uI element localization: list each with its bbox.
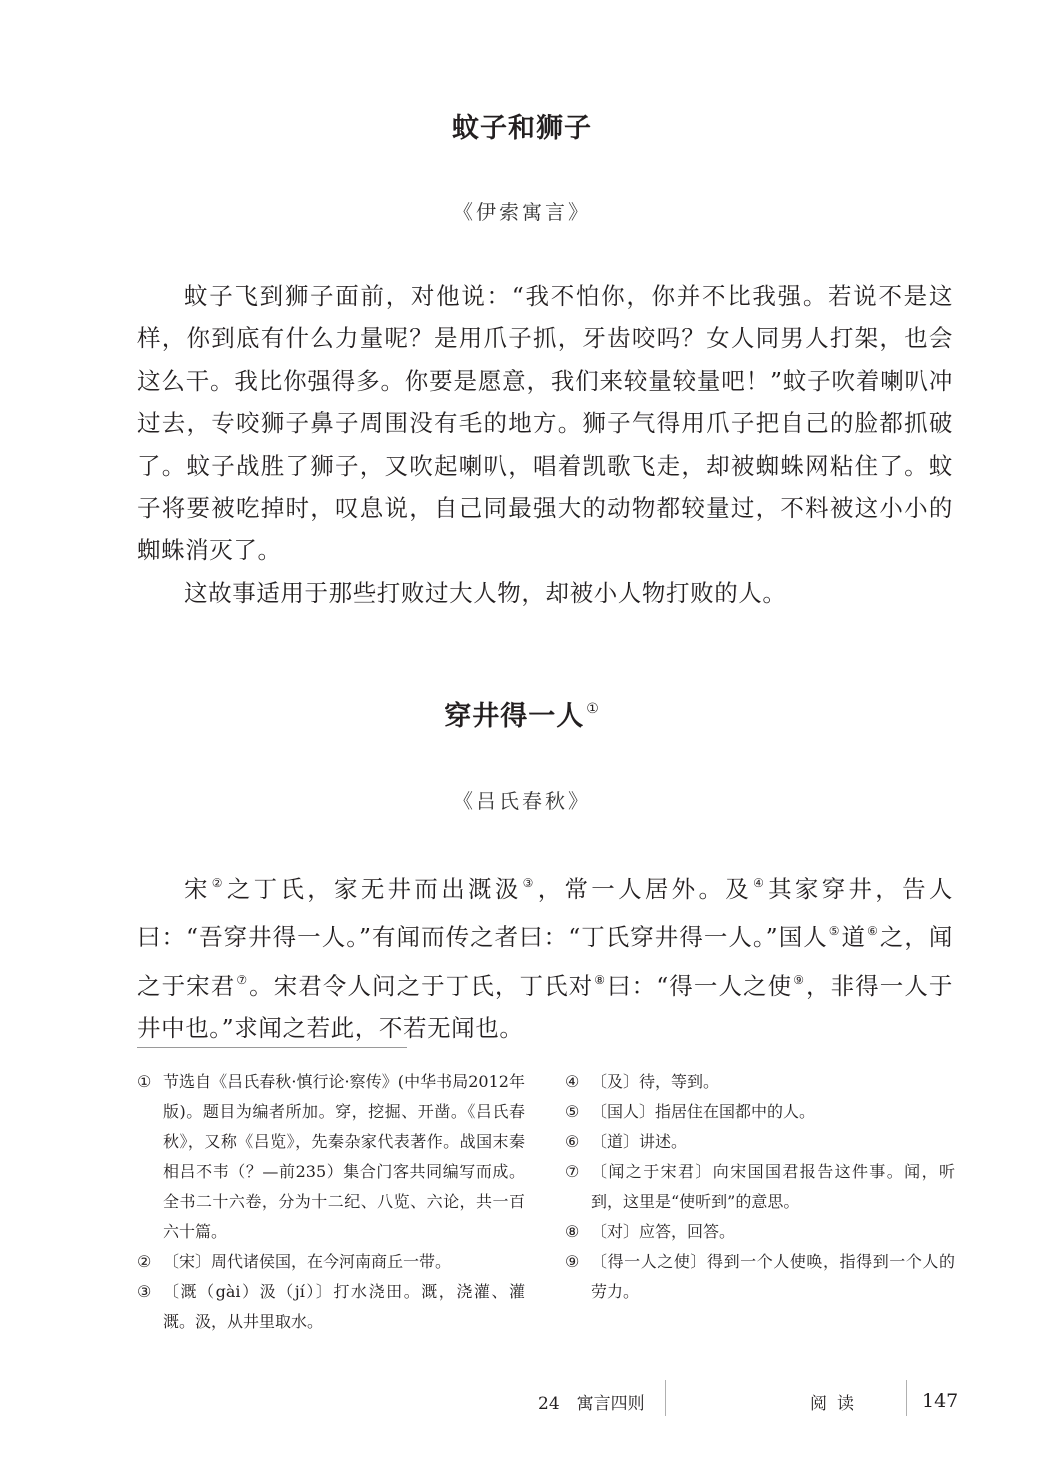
footnote: [565, 1217, 955, 1247]
page-number: 147: [922, 1390, 959, 1412]
footnote: [565, 1067, 955, 1097]
footnote-number: ⑨: [565, 1252, 580, 1271]
footnotes-right-column: [565, 1067, 955, 1307]
footnote-text: 〔及〕待，等到。: [591, 1072, 720, 1091]
footnote-number: ①: [137, 1072, 152, 1091]
story2-text-segment: 道: [841, 923, 867, 952]
footnotes-left-column: [137, 1067, 525, 1337]
story2-text-segment: ，常一人居外。及: [537, 875, 753, 903]
footnote-text: 〔国人〕指居住在国都中的人。: [591, 1102, 816, 1121]
footnote: [565, 1127, 955, 1157]
story2-source: 《吕氏春秋》: [453, 789, 591, 813]
footnote-text: 节选自《吕氏春秋·慎行论·察传》(中华书局2012年版)。题目为编者所加。穿，挖掘、开凿。《吕氏春秋》，又称《吕览》，先秦杂家代表著作。战国末秦相吕不韦（？—前235）集合门客共同编写而成。全书二十六卷，分为十二纪、八览、六论，共一百六十篇。: [163, 1072, 525, 1241]
story2-body: [137, 862, 953, 1050]
footer-lesson: 24 寓言四则: [538, 1393, 645, 1414]
story2-text-segment: 曰：“得一人之使: [607, 971, 793, 1000]
footnote: [137, 1277, 525, 1337]
footnote-number: ⑤: [565, 1102, 580, 1121]
story1-paragraph: 蚊子飞到狮子面前，对他说：“我不怕你，你并不比我强。若说不是这样，你到底有什么力量呢？是用爪子抓，牙齿咬吗？女人同男人打架，也会这么干。我比你强得多。你要是愿意，我们来较量较量吧！”蚊子吹着喇叭冲过去，专咬狮子鼻子周围没有毛的地方。狮子气得用爪子把自己的脸都抓破了。蚊子战胜了狮子，又吹起喇叭，唱着凯歌飞走，却被蜘蛛网粘住了。蚊子将要被吃掉时，叹息说，自己同最强大的动物都较量过，不料被这小小的蜘蛛消灭了。: [137, 282, 953, 565]
footnote-text: 〔闻之于宋君〕向宋国国君报告这件事。闻，听到，这里是“使听到”的意思。: [591, 1162, 955, 1211]
footnote-marker: ⑤: [828, 924, 841, 939]
story2-title-note: ①: [586, 701, 600, 717]
story2-text-segment: 宋: [184, 875, 211, 903]
footnote-marker: ⑨: [793, 972, 806, 987]
story1-paragraph: 这故事适用于那些打败过大人物，却被小人物打败的人。: [184, 578, 787, 607]
story1-source: 《伊索寓言》: [453, 200, 591, 224]
footnote-text: 〔得一人之使〕得到一个人使唤，指得到一个人的劳力。: [591, 1252, 955, 1301]
footnote-number: ⑦: [565, 1162, 580, 1181]
footnote-divider: [137, 1047, 407, 1048]
story1-title: 蚊子和狮子: [452, 113, 592, 144]
footnote-marker: ⑧: [594, 972, 607, 987]
footnote-number: ③: [137, 1282, 152, 1301]
footnote-text: 〔溉（gài）汲（jí）〕打水浇田。溉，浇灌、灌溉。汲，从井里取水。: [163, 1282, 525, 1331]
footnote-marker: ②: [211, 876, 226, 890]
footnote-number: ⑧: [565, 1222, 580, 1241]
footnote: [565, 1157, 955, 1217]
story2-paragraph: [137, 862, 953, 1050]
footer-section: 阅读: [810, 1393, 864, 1414]
footnote-text: 〔宋〕周代诸侯国，在今河南商丘一带。: [163, 1252, 452, 1271]
story2-text-segment: ，非得一人于井中也。”求闻之若此，不若无闻也。: [137, 971, 954, 1043]
footnote: [137, 1067, 525, 1247]
footnote: [137, 1247, 525, 1277]
story2-text-segment: 。宋君令人问之于丁氏，丁氏对: [249, 971, 594, 1000]
story2-title-text: 穿井得一人: [444, 701, 585, 732]
footnote: [565, 1097, 955, 1127]
footnote-marker: ⑥: [867, 924, 879, 939]
footnote-number: ②: [137, 1252, 152, 1271]
footnote-marker: ④: [753, 876, 768, 890]
story2-text-segment: 其家穿井，告人曰：“吾穿井得一人。”有闻而传之者曰：“丁氏穿井得一人。”国人: [137, 875, 954, 952]
footnote-number: ⑥: [565, 1132, 580, 1151]
footer-divider: [665, 1380, 666, 1416]
story1-body: [137, 275, 953, 614]
story2-text-segment: 之，闻之于宋君: [137, 923, 953, 1000]
footnote-number: ④: [565, 1072, 580, 1091]
footnote-marker: ③: [522, 876, 537, 890]
footnote: [565, 1247, 955, 1307]
footnote-text: 〔道〕讲述。: [591, 1132, 688, 1151]
footnote-text: 〔对〕应答，回答。: [591, 1222, 736, 1241]
footer-divider: [906, 1380, 907, 1416]
story2-text-segment: 之丁氏，家无井而出溉汲: [226, 875, 522, 903]
story2-title: [0, 694, 1044, 733]
footnote-marker: ⑦: [236, 972, 249, 987]
